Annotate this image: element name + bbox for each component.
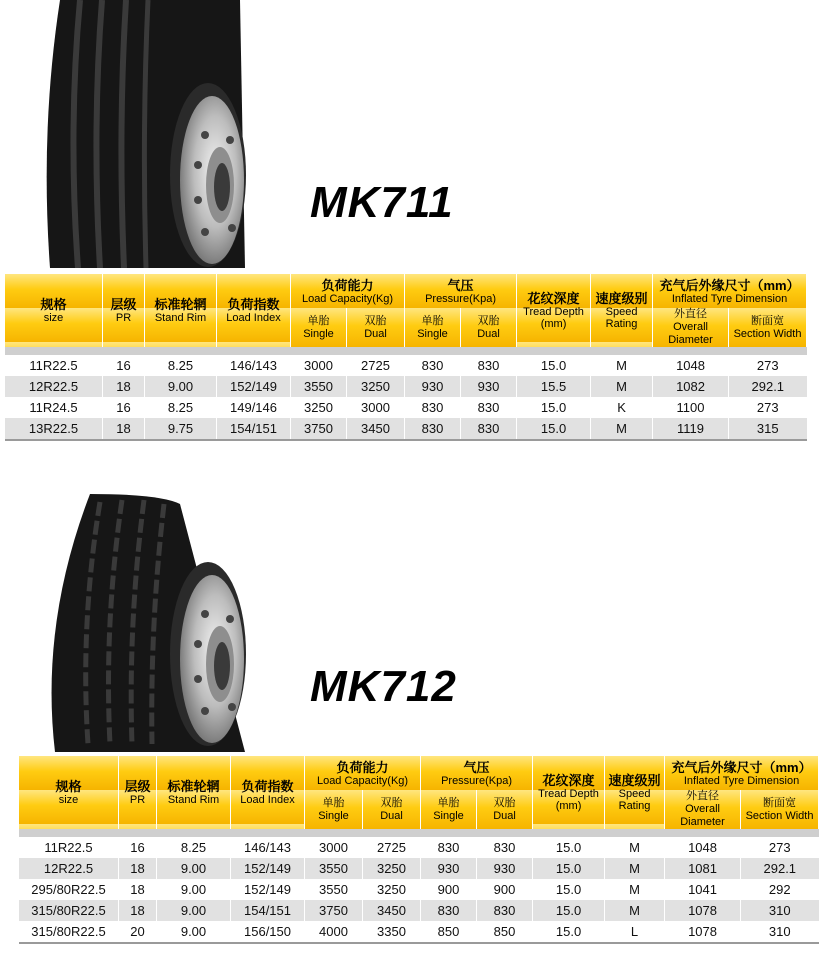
tire-image-mk711 <box>40 0 250 268</box>
cell-load-dual: 3250 <box>363 879 421 900</box>
table-row <box>19 921 819 942</box>
cell-pr: 18 <box>119 900 157 921</box>
cell-pressure-dual: 900 <box>477 879 533 900</box>
table-row <box>19 879 819 900</box>
header-pressure: 气压 Pressure(Kpa) <box>421 756 533 790</box>
header-dual: 双胎 Dual <box>363 790 421 829</box>
cell-pressure-single: 830 <box>405 418 461 439</box>
cell-load-single: 3750 <box>305 900 363 921</box>
header-load-capacity: 负荷能力 Load Capacity(Kg) <box>305 756 421 790</box>
cell-load-dual: 3350 <box>363 921 421 942</box>
cell-section-width: 292.1 <box>741 858 819 879</box>
cell-section-width: 292.1 <box>729 376 807 397</box>
cell-pressure-dual: 930 <box>477 858 533 879</box>
cell-load-dual: 3450 <box>363 900 421 921</box>
header-speed-rating: 速度级别 Speed Rating <box>591 274 653 347</box>
cell-pressure-dual: 930 <box>461 376 517 397</box>
table-row <box>5 397 807 418</box>
cell-pressure-dual: 830 <box>477 900 533 921</box>
spec-table-mk712 <box>18 756 819 944</box>
model-title: MK712 <box>310 662 457 711</box>
tire-image-mk712 <box>40 494 250 752</box>
cell-load-index: 154/151 <box>231 900 305 921</box>
cell-load-dual: 2725 <box>347 355 405 376</box>
cell-section-width: 310 <box>741 900 819 921</box>
cell-pr: 20 <box>119 921 157 942</box>
table-row <box>5 355 807 376</box>
cell-load-dual: 3450 <box>347 418 405 439</box>
cell-section-width: 273 <box>729 397 807 418</box>
cell-speed-rating: K <box>591 397 653 418</box>
header-single: 单胎 Single <box>291 308 347 347</box>
header-dual: 双胎 Dual <box>461 308 517 347</box>
cell-load-single: 4000 <box>305 921 363 942</box>
cell-tread-depth: 15.0 <box>517 418 591 439</box>
cell-size: 11R22.5 <box>5 355 103 376</box>
header-pressure: 气压 Pressure(Kpa) <box>405 274 517 308</box>
cell-pressure-single: 830 <box>405 355 461 376</box>
cell-rim: 9.00 <box>157 879 231 900</box>
cell-size: 13R22.5 <box>5 418 103 439</box>
header-rim: 标准轮辋 Stand Rim <box>145 274 217 347</box>
cell-size: 315/80R22.5 <box>19 921 119 942</box>
header-dual: 双胎 Dual <box>347 308 405 347</box>
header-single: 单胎 Single <box>405 308 461 347</box>
cell-pressure-single: 930 <box>405 376 461 397</box>
header-pr: 层级 PR <box>119 756 157 829</box>
cell-load-index: 146/143 <box>231 837 305 858</box>
header-single: 单胎 Single <box>421 790 477 829</box>
cell-load-single: 3550 <box>305 879 363 900</box>
table-row <box>19 837 819 858</box>
cell-pressure-single: 830 <box>421 900 477 921</box>
header-dimension: 充气后外缘尺寸（mm） Inflated Tyre Dimension <box>665 756 819 790</box>
cell-rim: 9.00 <box>157 921 231 942</box>
cell-pr: 18 <box>119 858 157 879</box>
header-single: 单胎 Single <box>305 790 363 829</box>
header-section-width: 断面宽 Section Width <box>741 790 819 829</box>
table-row <box>5 418 807 439</box>
header-size: 规格 size <box>5 274 103 347</box>
table-row <box>19 900 819 921</box>
header-load-index: 负荷指数 Load Index <box>217 274 291 347</box>
cell-tread-depth: 15.0 <box>533 858 605 879</box>
cell-pr: 16 <box>119 837 157 858</box>
cell-tread-depth: 15.5 <box>517 376 591 397</box>
cell-rim: 9.75 <box>145 418 217 439</box>
cell-load-index: 152/149 <box>231 858 305 879</box>
header-rim: 标准轮辋 Stand Rim <box>157 756 231 829</box>
cell-load-single: 3000 <box>291 355 347 376</box>
cell-pr: 16 <box>103 397 145 418</box>
cell-speed-rating: M <box>605 900 665 921</box>
cell-size: 11R22.5 <box>19 837 119 858</box>
cell-pressure-dual: 830 <box>461 355 517 376</box>
header-pr: 层级 PR <box>103 274 145 347</box>
cell-load-dual: 2725 <box>363 837 421 858</box>
cell-load-single: 3750 <box>291 418 347 439</box>
cell-load-index: 149/146 <box>217 397 291 418</box>
cell-speed-rating: M <box>605 858 665 879</box>
header-overall-diameter: 外直径 Overall Diameter <box>653 308 729 347</box>
cell-tread-depth: 15.0 <box>533 921 605 942</box>
header-speed-rating: 速度级别 Speed Rating <box>605 756 665 829</box>
table-row <box>5 376 807 397</box>
cell-section-width: 315 <box>729 418 807 439</box>
cell-pr: 18 <box>103 418 145 439</box>
header-dual: 双胎 Dual <box>477 790 533 829</box>
cell-rim: 9.00 <box>157 900 231 921</box>
cell-speed-rating: M <box>591 376 653 397</box>
cell-pr: 16 <box>103 355 145 376</box>
cell-tread-depth: 15.0 <box>517 397 591 418</box>
cell-pr: 18 <box>103 376 145 397</box>
cell-load-dual: 3000 <box>347 397 405 418</box>
cell-overall-diameter: 1119 <box>653 418 729 439</box>
cell-load-index: 146/143 <box>217 355 291 376</box>
header-load-index: 负荷指数 Load Index <box>231 756 305 829</box>
cell-load-single: 3550 <box>291 376 347 397</box>
cell-load-index: 154/151 <box>217 418 291 439</box>
cell-pr: 18 <box>119 879 157 900</box>
cell-pressure-dual: 830 <box>477 837 533 858</box>
cell-tread-depth: 15.0 <box>533 837 605 858</box>
cell-load-dual: 3250 <box>347 376 405 397</box>
cell-load-dual: 3250 <box>363 858 421 879</box>
cell-tread-depth: 15.0 <box>533 879 605 900</box>
header-tread-depth: 花纹深度 Tread Depth (mm) <box>517 274 591 347</box>
cell-load-index: 152/149 <box>217 376 291 397</box>
table-row <box>19 858 819 879</box>
cell-load-single: 3250 <box>291 397 347 418</box>
cell-speed-rating: M <box>605 837 665 858</box>
cell-pressure-single: 830 <box>405 397 461 418</box>
model-title: MK711 <box>310 178 454 227</box>
header-tread-depth: 花纹深度 Tread Depth (mm) <box>533 756 605 829</box>
cell-load-single: 3550 <box>305 858 363 879</box>
cell-overall-diameter: 1081 <box>665 858 741 879</box>
cell-pressure-dual: 850 <box>477 921 533 942</box>
cell-load-single: 3000 <box>305 837 363 858</box>
cell-speed-rating: M <box>605 879 665 900</box>
header-dimension: 充气后外缘尺寸（mm） Inflated Tyre Dimension <box>653 274 807 308</box>
cell-speed-rating: M <box>591 355 653 376</box>
cell-section-width: 292 <box>741 879 819 900</box>
cell-pressure-single: 900 <box>421 879 477 900</box>
cell-load-index: 152/149 <box>231 879 305 900</box>
cell-size: 12R22.5 <box>5 376 103 397</box>
cell-pressure-dual: 830 <box>461 397 517 418</box>
cell-rim: 8.25 <box>145 355 217 376</box>
cell-overall-diameter: 1048 <box>653 355 729 376</box>
cell-size: 315/80R22.5 <box>19 900 119 921</box>
cell-section-width: 310 <box>741 921 819 942</box>
cell-overall-diameter: 1100 <box>653 397 729 418</box>
cell-tread-depth: 15.0 <box>533 900 605 921</box>
cell-rim: 9.00 <box>157 858 231 879</box>
cell-size: 295/80R22.5 <box>19 879 119 900</box>
header-load-capacity: 负荷能力 Load Capacity(Kg) <box>291 274 405 308</box>
header-size: 规格 size <box>19 756 119 829</box>
cell-rim: 8.25 <box>157 837 231 858</box>
cell-load-index: 156/150 <box>231 921 305 942</box>
cell-overall-diameter: 1048 <box>665 837 741 858</box>
cell-overall-diameter: 1078 <box>665 900 741 921</box>
cell-size: 11R24.5 <box>5 397 103 418</box>
cell-pressure-single: 930 <box>421 858 477 879</box>
cell-section-width: 273 <box>729 355 807 376</box>
cell-section-width: 273 <box>741 837 819 858</box>
cell-rim: 9.00 <box>145 376 217 397</box>
cell-overall-diameter: 1078 <box>665 921 741 942</box>
header-overall-diameter: 外直径 Overall Diameter <box>665 790 741 829</box>
cell-pressure-single: 830 <box>421 837 477 858</box>
cell-pressure-dual: 830 <box>461 418 517 439</box>
cell-size: 12R22.5 <box>19 858 119 879</box>
header-section-width: 断面宽 Section Width <box>729 308 807 347</box>
cell-speed-rating: L <box>605 921 665 942</box>
spec-table-mk711 <box>4 274 807 441</box>
cell-overall-diameter: 1082 <box>653 376 729 397</box>
cell-overall-diameter: 1041 <box>665 879 741 900</box>
cell-rim: 8.25 <box>145 397 217 418</box>
cell-speed-rating: M <box>591 418 653 439</box>
cell-pressure-single: 850 <box>421 921 477 942</box>
cell-tread-depth: 15.0 <box>517 355 591 376</box>
